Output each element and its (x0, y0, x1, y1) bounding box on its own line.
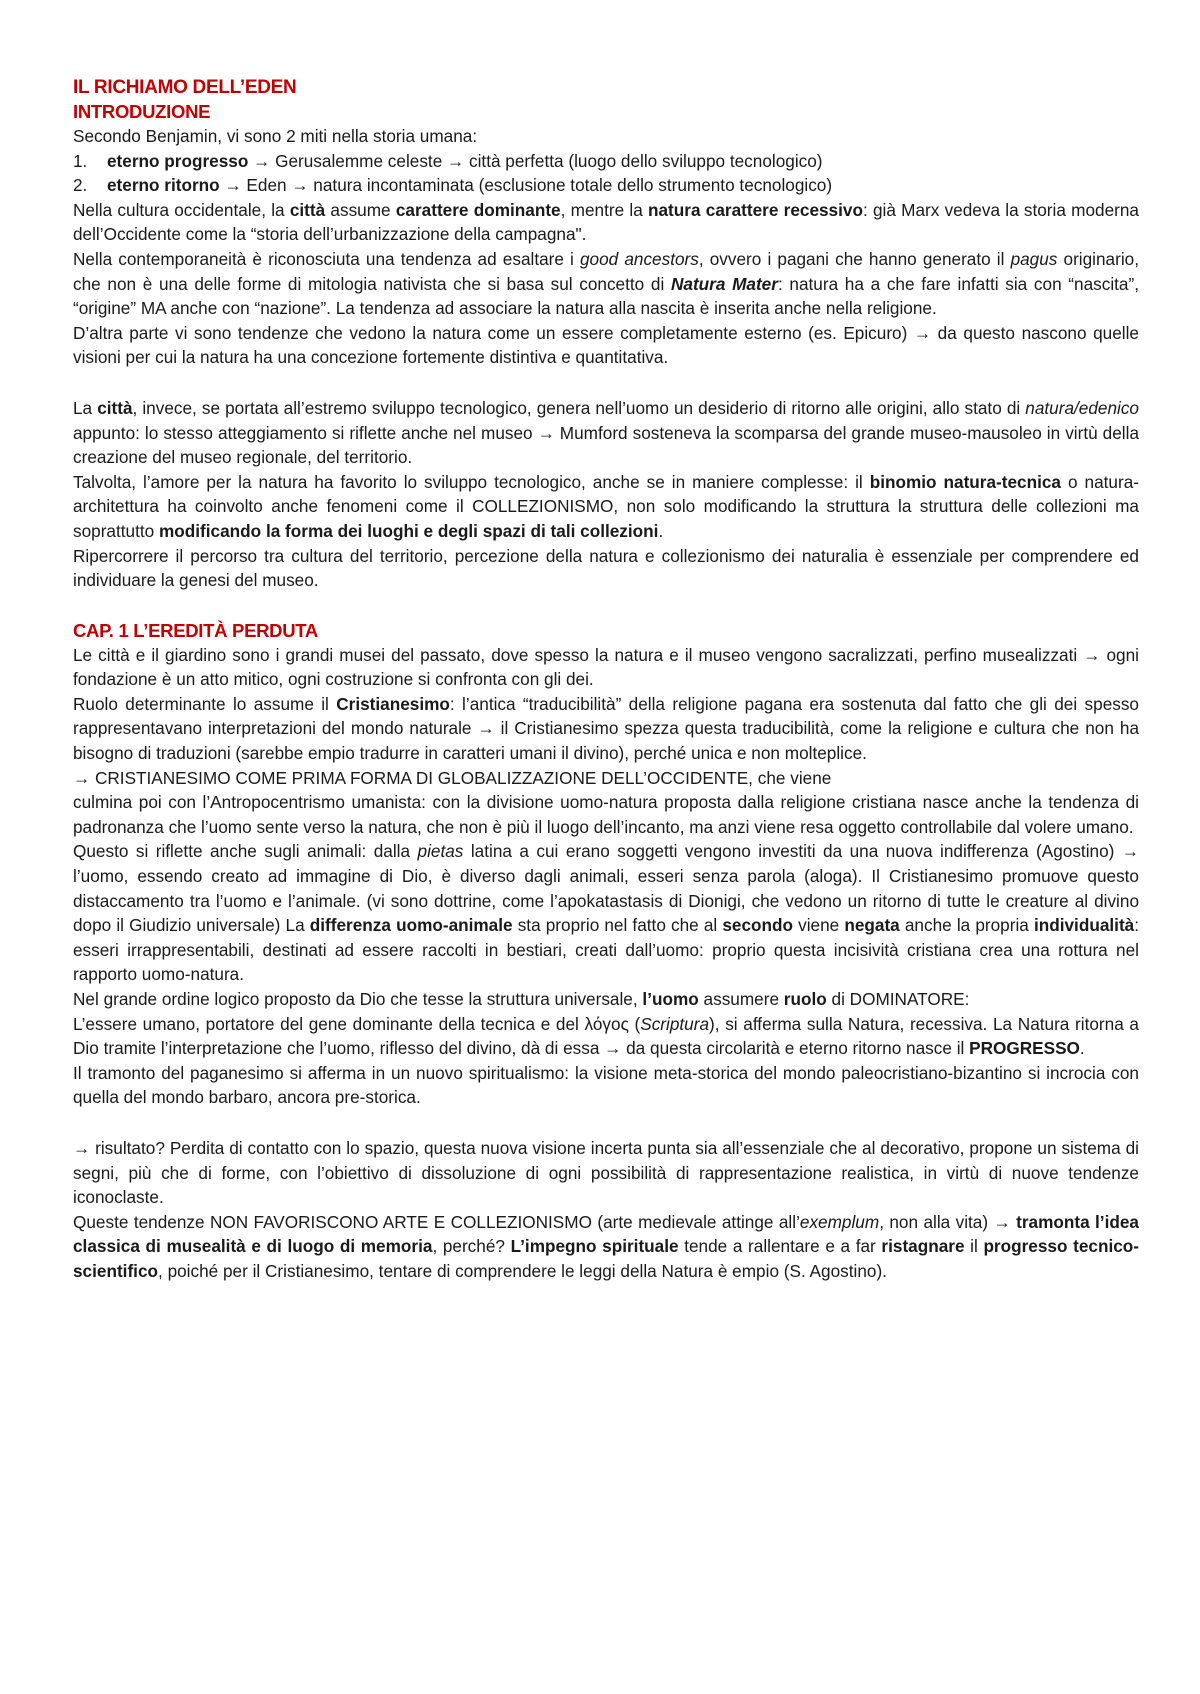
bold-text (671, 274, 778, 294)
bold-term: eterno ritorno (107, 175, 220, 196)
document-page (73, 76, 1139, 1284)
bold-text: tramonta l’idea classica di musealità e di luogo di memoria (73, 1211, 1139, 1257)
paragraph (73, 470, 1139, 544)
paragraph (73, 839, 1139, 987)
text-run: anche la propria (899, 915, 1034, 936)
text-run: , mentre la (560, 199, 648, 220)
text-run: . (658, 520, 664, 541)
text-run: viene (793, 915, 845, 936)
italic-text: pietas (417, 841, 464, 862)
text-run: : natura ha a che fare infatti sia con “nascita”, “origine” MA anche con “nazione”. La tendenza ad associare la natura alla nascita è inserita anche nella religione. (73, 273, 1139, 319)
text-run: o natura-architettura ha coinvolto anche fenomeni come il COLLEZIONISMO, non solo modificando la struttura la struttura delle collezioni ma soprattutto (73, 471, 1139, 541)
text-run: Nella cultura occidentale, la (73, 199, 290, 220)
italic-text: natura/edenico (1025, 397, 1139, 418)
paragraph: Secondo Benjamin, vi sono 2 miti nella storia umana: (73, 126, 478, 146)
paragraph (73, 247, 1139, 321)
paragraph: Il tramonto del paganesimo si afferma in un nuovo spiritualismo: la visione meta-storica del mondo paleocristiano-bizantino si incrocia con quella del mondo barbaro, ancora pre-storica. (73, 1062, 1139, 1108)
text-run: originario, che non è una delle forme di mitologia nativista che si basa sul concetto di (73, 248, 1139, 294)
document-title: IL RICHIAMO DELL’EDEN (73, 77, 297, 98)
list-number: 1. (73, 150, 88, 171)
paragraph: → risultato? Perdita di contatto con lo spazio, questa nuova visione incerta punta sia all’essenziale che al decorativo, propone un sistema di segni, più che di forme, con l’obiettivo di dissoluzione di ogni possibilità di rappresentazione realistica, in virtù di nuove tendenze iconoclaste. (73, 1137, 1139, 1208)
bold-text: binomio natura-tecnica (869, 471, 1061, 492)
bold-text: negata (844, 915, 900, 936)
text-run: Questo si riflette anche sugli animali: dalla (73, 841, 418, 862)
paragraph (73, 692, 1139, 766)
italic-text: Scriptura (640, 1013, 710, 1034)
text-run: tende a rallentare e a far (678, 1236, 882, 1257)
text-run: latina a cui erano soggetti vengono investiti da una nuova indifferenza (Agostino) → l’uomo, essendo creato ad immagine di Dio, è diverso dagli animali, esseri senza parola (aloga). Il Cristianesimo promuove questo distaccamento tra l’uomo e l’animale. (vi sono dottrine, come l’apokatastasis di Dionigi, che vedono un ritorno di tutte le creature al divino dopo il Giudizio universale) La (73, 841, 1139, 936)
paragraph: → CRISTIANESIMO COME PRIMA FORMA DI GLOBALIZZAZIONE DELL’OCCIDENTE, che viene (73, 767, 832, 788)
italic-text: exemplum (799, 1211, 880, 1232)
bold-text: individualità (1033, 915, 1135, 936)
text-run: assumere (698, 989, 784, 1009)
text-run: sta proprio nel fatto che al (512, 915, 723, 936)
paragraph: culmina poi con l’Antropocentrismo umanista: con la divisione uomo-natura proposta dalla religione cristiana nasce anche la tendenza di padronanza che l’uomo sente verso la natura, che non è più il luogo dell’incanto, ma anzi viene resa oggetto controllabile dal volere umano. (73, 792, 1139, 837)
italic-text: Natura Mater (670, 273, 778, 294)
blank-line (73, 370, 1139, 396)
text-run: Nella contemporaneità è riconosciuta una tendenza ad esaltare i (73, 248, 580, 269)
paragraph (73, 198, 1139, 247)
bold-text: progresso tecnico-scientifico (73, 1236, 1140, 1281)
text-run: : già Marx vedeva la storia moderna dell’Occidente come la “storia dell’urbanizzazione della campagna". (73, 199, 1139, 245)
text-run: , ovvero i pagani che hanno generato il (698, 248, 1011, 269)
text-run: La (73, 397, 98, 418)
bold-text: Cristianesimo (336, 693, 450, 714)
list-number: 2. (73, 175, 88, 196)
bold-term: eterno progresso (107, 150, 249, 171)
paragraph (73, 1012, 1139, 1061)
paragraph (73, 1210, 1139, 1284)
text-run: appunto: lo stesso atteggiamento si riflette anche nel museo → Mumford sosteneva la scomparsa del grande museo-mausoleo in virtù della creazione del museo regionale, del territorio. (73, 422, 1139, 468)
text-run: Queste tendenze NON FAVORISCONO ARTE E COLLEZIONISMO (arte medievale attinge all’ (73, 1211, 800, 1232)
text-run: : esseri irrappresentabili, destinati ad essere raccolti in bestiari, creati dall’uomo: proprio questa incisività cristiana crea una rottura nel rapporto uomo-natura. (73, 915, 1140, 985)
bold-text: città (97, 397, 133, 418)
text-run: Nel grande ordine logico proposto da Dio che tesse la struttura universale, (73, 989, 643, 1009)
bold-text: carattere dominante (395, 199, 561, 220)
paragraph (73, 396, 1139, 470)
text-run: ), si afferma sulla Natura, recessiva. La Natura ritorna a Dio tramite l’interpretazione che l’uomo, riflesso del divino, dà di essa → da questa circolarità e eterno ritorno nasce il (73, 1013, 1139, 1059)
italic-text: pagus (1010, 248, 1058, 269)
list-text: → Gerusalemme celeste → città perfetta (luogo dello sviluppo tecnologico) (248, 150, 823, 171)
list-item (73, 173, 1139, 198)
bold-text: ristagnare (881, 1236, 965, 1257)
bold-text: L’impegno spirituale (510, 1236, 679, 1257)
list-text: → Eden → natura incontaminata (esclusione totale dello strumento tecnologico) (219, 175, 833, 196)
bold-text: l’uomo (642, 989, 699, 1009)
bold-text: secondo (722, 915, 793, 936)
bold-text: natura carattere recessivo (648, 199, 863, 220)
text-run: Ruolo determinante lo assume il (73, 693, 337, 714)
paragraph: Ripercorrere il percorso tra cultura del territorio, percezione della natura e collezionismo dei naturalia è essenziale per comprendere ed individuare la genesi del museo. (73, 545, 1139, 591)
italic-text: good ancestors (579, 248, 699, 269)
paragraph: Le città e il giardino sono i grandi musei del passato, dove spesso la natura e il museo vengono sacralizzati, perfino musealizzati → ogni fondazione è un atto mitico, ogni costruzione si confronta con gli dei. (73, 644, 1139, 690)
bold-text: modificando la forma dei luoghi e degli spazi di tali collezioni (159, 520, 659, 541)
blank-line (73, 1110, 1139, 1136)
bold-text: città (289, 199, 326, 220)
text-run: di DOMINATORE: (826, 989, 970, 1009)
list-item (73, 149, 1139, 174)
text-run: L’essere umano, portatore del gene dominante della tecnica e del λόγος ( (73, 1013, 641, 1034)
text-run: , non alla vita) → (879, 1211, 1017, 1232)
text-run: assume (325, 199, 396, 220)
text-run: Talvolta, l’amore per la natura ha favorito lo sviluppo tecnologico, anche se in maniere complesse: il (73, 471, 870, 492)
bold-text: ruolo (783, 989, 827, 1009)
section-heading-introduzione: INTRODUZIONE (73, 101, 211, 122)
text-run: , perché? (432, 1236, 511, 1257)
blank-line (73, 593, 1139, 619)
section-heading-cap1: CAP. 1 L’EREDITÀ PERDUTA (73, 619, 318, 641)
text-run: . (1079, 1038, 1085, 1059)
bold-text: PROGRESSO (969, 1038, 1080, 1059)
text-run: il (964, 1236, 984, 1257)
text-run: , poiché per il Cristianesimo, tentare di comprendere le leggi della Natura è empio (S. Agostino). (158, 1260, 887, 1281)
text-run: , invece, se portata all’estremo sviluppo tecnologico, genera nell’uomo un desiderio di ritorno alle origini, allo stato di (132, 397, 1026, 418)
text-run: : l’antica “traducibilità” della religione pagana era sostenuta dal fatto che gli dei spesso rappresentavano interpretazioni del mondo naturale → il Cristianesimo spezza questa traducibilità, come la religione e cultura che non ha bisogno di traduzioni (sarebbe empio tradurre in caratteri umani il divino), perché unica e non molteplice. (73, 693, 1139, 764)
bold-text: differenza uomo-animale (309, 915, 513, 936)
paragraph (73, 987, 1139, 1012)
paragraph: D’altra parte vi sono tendenze che vedono la natura come un essere completamente esterno (es. Epicuro) → da questo nascono quelle visioni per cui la natura ha una concezione fortemente distintiva e quantitativa. (73, 322, 1139, 368)
